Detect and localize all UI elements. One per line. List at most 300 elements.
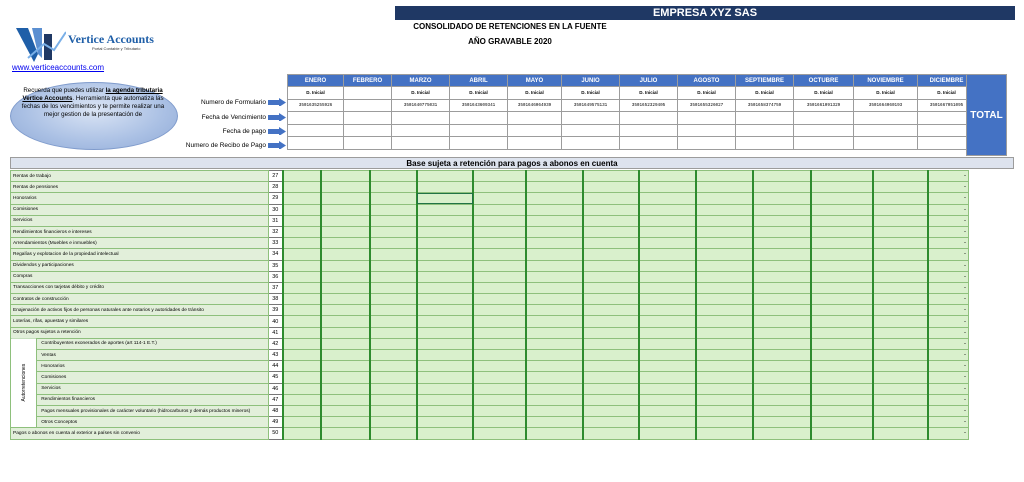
month-value-cell[interactable] bbox=[873, 372, 928, 383]
month-value-cell[interactable] bbox=[370, 305, 417, 316]
input-cell[interactable] bbox=[450, 137, 508, 150]
month-value-cell[interactable] bbox=[696, 394, 753, 405]
month-value-cell[interactable] bbox=[321, 327, 370, 338]
month-value-cell[interactable] bbox=[583, 372, 639, 383]
month-value-cell[interactable] bbox=[283, 305, 321, 316]
website-link[interactable]: www.verticeaccounts.com bbox=[12, 63, 105, 72]
form-number-cell[interactable]: 3501655326027 bbox=[678, 99, 736, 112]
month-value-cell[interactable] bbox=[321, 271, 370, 282]
month-value-cell[interactable] bbox=[583, 204, 639, 215]
month-value-cell[interactable] bbox=[696, 238, 753, 249]
month-value-cell[interactable] bbox=[696, 405, 753, 416]
month-value-cell[interactable] bbox=[370, 260, 417, 271]
month-value-cell[interactable] bbox=[873, 193, 928, 204]
month-value-cell[interactable] bbox=[811, 405, 873, 416]
month-value-cell[interactable] bbox=[639, 372, 696, 383]
month-value-cell[interactable] bbox=[370, 249, 417, 260]
month-value-cell[interactable] bbox=[321, 383, 370, 394]
month-value-cell[interactable] bbox=[321, 182, 370, 193]
month-value-cell[interactable] bbox=[811, 383, 873, 394]
row-total-cell[interactable]: - bbox=[928, 282, 969, 293]
form-number-cell[interactable]: 3501635255926 bbox=[288, 99, 344, 112]
month-value-cell[interactable] bbox=[873, 215, 928, 226]
input-cell[interactable] bbox=[392, 137, 450, 150]
month-value-cell[interactable] bbox=[639, 193, 696, 204]
month-value-cell[interactable] bbox=[370, 361, 417, 372]
month-value-cell[interactable] bbox=[370, 316, 417, 327]
month-value-cell[interactable] bbox=[639, 350, 696, 361]
month-value-cell[interactable] bbox=[526, 249, 583, 260]
row-total-cell[interactable]: - bbox=[928, 249, 969, 260]
month-value-cell[interactable] bbox=[639, 394, 696, 405]
month-value-cell[interactable] bbox=[811, 226, 873, 237]
month-value-cell[interactable] bbox=[526, 327, 583, 338]
month-value-cell[interactable] bbox=[321, 215, 370, 226]
month-value-cell[interactable] bbox=[583, 417, 639, 428]
month-value-cell[interactable] bbox=[417, 204, 473, 215]
month-value-cell[interactable] bbox=[473, 282, 526, 293]
month-value-cell[interactable] bbox=[639, 327, 696, 338]
month-value-cell[interactable] bbox=[283, 316, 321, 327]
input-cell[interactable] bbox=[854, 137, 918, 150]
input-cell[interactable] bbox=[562, 137, 620, 150]
month-value-cell[interactable] bbox=[321, 305, 370, 316]
row-total-cell[interactable]: - bbox=[928, 428, 969, 439]
month-value-cell[interactable] bbox=[283, 361, 321, 372]
month-value-cell[interactable] bbox=[526, 193, 583, 204]
input-cell[interactable] bbox=[736, 112, 794, 125]
month-value-cell[interactable] bbox=[583, 394, 639, 405]
month-value-cell[interactable] bbox=[696, 316, 753, 327]
month-value-cell[interactable] bbox=[417, 327, 473, 338]
row-total-cell[interactable]: - bbox=[928, 305, 969, 316]
month-value-cell[interactable] bbox=[283, 327, 321, 338]
input-cell[interactable] bbox=[794, 137, 854, 150]
month-value-cell[interactable] bbox=[473, 260, 526, 271]
month-value-cell[interactable] bbox=[811, 260, 873, 271]
month-value-cell[interactable] bbox=[370, 182, 417, 193]
month-value-cell[interactable] bbox=[370, 271, 417, 282]
month-value-cell[interactable] bbox=[473, 171, 526, 182]
input-cell[interactable] bbox=[620, 124, 678, 137]
month-value-cell[interactable] bbox=[321, 350, 370, 361]
month-value-cell[interactable] bbox=[283, 405, 321, 416]
month-value-cell[interactable] bbox=[417, 271, 473, 282]
month-value-cell[interactable] bbox=[283, 238, 321, 249]
form-number-cell[interactable] bbox=[344, 99, 392, 112]
month-value-cell[interactable] bbox=[811, 294, 873, 305]
month-value-cell[interactable] bbox=[321, 394, 370, 405]
month-value-cell[interactable] bbox=[526, 215, 583, 226]
month-value-cell[interactable] bbox=[321, 428, 370, 439]
month-value-cell[interactable] bbox=[370, 417, 417, 428]
form-number-cell[interactable]: 3501664060193 bbox=[854, 99, 918, 112]
month-value-cell[interactable] bbox=[873, 238, 928, 249]
input-cell[interactable] bbox=[794, 124, 854, 137]
initial-declaration-cell[interactable]: D. Inicial bbox=[562, 87, 620, 100]
month-value-cell[interactable] bbox=[696, 193, 753, 204]
month-value-cell[interactable] bbox=[583, 405, 639, 416]
initial-declaration-cell[interactable]: D. Inicial bbox=[620, 87, 678, 100]
month-value-cell[interactable] bbox=[811, 193, 873, 204]
month-value-cell[interactable] bbox=[321, 282, 370, 293]
month-value-cell[interactable] bbox=[639, 260, 696, 271]
month-value-cell[interactable] bbox=[526, 271, 583, 282]
month-value-cell[interactable] bbox=[417, 394, 473, 405]
form-number-cell[interactable]: 3501652329405 bbox=[620, 99, 678, 112]
month-value-cell[interactable] bbox=[753, 226, 811, 237]
month-value-cell[interactable] bbox=[583, 249, 639, 260]
month-value-cell[interactable] bbox=[473, 294, 526, 305]
month-value-cell[interactable] bbox=[753, 361, 811, 372]
month-value-cell[interactable] bbox=[811, 271, 873, 282]
month-value-cell[interactable] bbox=[639, 316, 696, 327]
input-cell[interactable] bbox=[794, 112, 854, 125]
month-value-cell[interactable] bbox=[283, 249, 321, 260]
month-value-cell[interactable] bbox=[873, 282, 928, 293]
month-value-cell[interactable] bbox=[417, 249, 473, 260]
month-value-cell[interactable] bbox=[639, 417, 696, 428]
month-value-cell[interactable] bbox=[321, 171, 370, 182]
month-value-cell[interactable] bbox=[583, 226, 639, 237]
month-value-cell[interactable] bbox=[370, 327, 417, 338]
month-value-cell[interactable] bbox=[696, 350, 753, 361]
month-value-cell[interactable] bbox=[526, 226, 583, 237]
month-value-cell[interactable] bbox=[753, 282, 811, 293]
month-value-cell[interactable] bbox=[811, 305, 873, 316]
month-value-cell[interactable] bbox=[753, 428, 811, 439]
month-value-cell[interactable] bbox=[417, 417, 473, 428]
month-value-cell[interactable] bbox=[370, 238, 417, 249]
row-total-cell[interactable]: - bbox=[928, 338, 969, 349]
month-value-cell[interactable] bbox=[321, 405, 370, 416]
month-value-cell[interactable] bbox=[417, 383, 473, 394]
month-value-cell[interactable] bbox=[370, 171, 417, 182]
month-value-cell[interactable] bbox=[473, 383, 526, 394]
month-value-cell[interactable] bbox=[283, 193, 321, 204]
month-value-cell[interactable] bbox=[526, 338, 583, 349]
form-number-cell[interactable]: 3501667051095 bbox=[918, 99, 976, 112]
month-value-cell[interactable] bbox=[526, 182, 583, 193]
row-total-cell[interactable]: - bbox=[928, 182, 969, 193]
month-value-cell[interactable] bbox=[696, 294, 753, 305]
month-value-cell[interactable] bbox=[639, 249, 696, 260]
input-cell[interactable] bbox=[508, 124, 562, 137]
month-value-cell[interactable] bbox=[696, 305, 753, 316]
month-value-cell[interactable] bbox=[811, 394, 873, 405]
month-value-cell[interactable] bbox=[639, 182, 696, 193]
month-value-cell[interactable] bbox=[811, 171, 873, 182]
month-value-cell[interactable] bbox=[753, 350, 811, 361]
month-value-cell[interactable] bbox=[583, 428, 639, 439]
month-value-cell[interactable] bbox=[526, 361, 583, 372]
month-value-cell[interactable] bbox=[873, 226, 928, 237]
month-value-cell[interactable] bbox=[811, 316, 873, 327]
month-value-cell[interactable] bbox=[417, 338, 473, 349]
month-value-cell[interactable] bbox=[583, 361, 639, 372]
month-value-cell[interactable] bbox=[526, 204, 583, 215]
initial-declaration-cell[interactable]: D. Inicial bbox=[392, 87, 450, 100]
month-value-cell[interactable] bbox=[753, 305, 811, 316]
month-value-cell[interactable] bbox=[526, 417, 583, 428]
month-value-cell[interactable] bbox=[473, 361, 526, 372]
month-value-cell[interactable] bbox=[583, 215, 639, 226]
month-value-cell[interactable] bbox=[370, 428, 417, 439]
month-value-cell[interactable] bbox=[811, 350, 873, 361]
month-value-cell[interactable] bbox=[473, 215, 526, 226]
month-value-cell[interactable] bbox=[417, 294, 473, 305]
month-value-cell[interactable] bbox=[526, 372, 583, 383]
month-value-cell[interactable] bbox=[321, 238, 370, 249]
month-value-cell[interactable] bbox=[321, 193, 370, 204]
month-value-cell[interactable] bbox=[873, 417, 928, 428]
month-value-cell[interactable] bbox=[370, 338, 417, 349]
row-total-cell[interactable]: - bbox=[928, 271, 969, 282]
month-value-cell[interactable] bbox=[873, 182, 928, 193]
month-value-cell[interactable] bbox=[753, 417, 811, 428]
form-number-cell[interactable]: 3501640775031 bbox=[392, 99, 450, 112]
month-value-cell[interactable] bbox=[811, 282, 873, 293]
month-value-cell[interactable] bbox=[873, 394, 928, 405]
month-value-cell[interactable] bbox=[473, 338, 526, 349]
month-value-cell[interactable] bbox=[696, 338, 753, 349]
month-value-cell[interactable] bbox=[811, 249, 873, 260]
input-cell[interactable] bbox=[508, 137, 562, 150]
input-cell[interactable] bbox=[562, 112, 620, 125]
month-value-cell[interactable] bbox=[370, 394, 417, 405]
input-cell[interactable] bbox=[854, 124, 918, 137]
month-value-cell[interactable] bbox=[696, 249, 753, 260]
month-value-cell[interactable] bbox=[753, 215, 811, 226]
month-value-cell[interactable] bbox=[321, 338, 370, 349]
month-value-cell[interactable] bbox=[473, 305, 526, 316]
form-number-cell[interactable]: 3501658374759 bbox=[736, 99, 794, 112]
initial-declaration-cell[interactable]: D. Inicial bbox=[508, 87, 562, 100]
input-cell[interactable] bbox=[450, 112, 508, 125]
month-value-cell[interactable] bbox=[873, 171, 928, 182]
initial-declaration-cell[interactable]: D. Inicial bbox=[736, 87, 794, 100]
month-value-cell[interactable] bbox=[370, 204, 417, 215]
month-value-cell[interactable] bbox=[473, 226, 526, 237]
row-total-cell[interactable]: - bbox=[928, 383, 969, 394]
month-value-cell[interactable] bbox=[696, 204, 753, 215]
month-value-cell[interactable] bbox=[696, 361, 753, 372]
month-value-cell[interactable] bbox=[283, 215, 321, 226]
row-total-cell[interactable]: - bbox=[928, 204, 969, 215]
input-cell[interactable] bbox=[736, 137, 794, 150]
month-value-cell[interactable] bbox=[321, 294, 370, 305]
month-value-cell[interactable] bbox=[639, 215, 696, 226]
input-cell[interactable] bbox=[678, 124, 736, 137]
month-value-cell[interactable] bbox=[753, 338, 811, 349]
month-value-cell[interactable] bbox=[473, 394, 526, 405]
month-value-cell[interactable] bbox=[370, 193, 417, 204]
month-value-cell[interactable] bbox=[873, 294, 928, 305]
month-value-cell[interactable] bbox=[321, 316, 370, 327]
month-value-cell[interactable] bbox=[873, 327, 928, 338]
month-value-cell[interactable] bbox=[696, 383, 753, 394]
form-number-cell[interactable]: 3501646064939 bbox=[508, 99, 562, 112]
initial-declaration-cell[interactable]: D. Inicial bbox=[918, 87, 976, 100]
form-number-cell[interactable]: 3501661091329 bbox=[794, 99, 854, 112]
month-value-cell[interactable] bbox=[583, 171, 639, 182]
month-value-cell[interactable] bbox=[811, 428, 873, 439]
month-value-cell[interactable] bbox=[639, 305, 696, 316]
month-value-cell[interactable] bbox=[321, 204, 370, 215]
month-value-cell[interactable] bbox=[753, 193, 811, 204]
month-value-cell[interactable] bbox=[370, 383, 417, 394]
month-value-cell[interactable] bbox=[526, 260, 583, 271]
input-cell[interactable] bbox=[678, 112, 736, 125]
month-value-cell[interactable] bbox=[417, 182, 473, 193]
month-value-cell[interactable] bbox=[321, 372, 370, 383]
month-value-cell[interactable] bbox=[753, 316, 811, 327]
month-value-cell[interactable] bbox=[583, 182, 639, 193]
month-value-cell[interactable] bbox=[321, 417, 370, 428]
month-value-cell[interactable] bbox=[417, 171, 473, 182]
input-cell[interactable] bbox=[344, 137, 392, 150]
month-value-cell[interactable] bbox=[321, 260, 370, 271]
month-value-cell[interactable] bbox=[417, 405, 473, 416]
month-value-cell[interactable] bbox=[583, 294, 639, 305]
month-value-cell[interactable] bbox=[873, 249, 928, 260]
row-total-cell[interactable]: - bbox=[928, 294, 969, 305]
row-total-cell[interactable]: - bbox=[928, 405, 969, 416]
month-value-cell[interactable] bbox=[639, 238, 696, 249]
input-cell[interactable] bbox=[620, 112, 678, 125]
initial-declaration-cell[interactable]: D. Inicial bbox=[678, 87, 736, 100]
month-value-cell[interactable] bbox=[417, 350, 473, 361]
month-value-cell[interactable] bbox=[696, 271, 753, 282]
month-value-cell[interactable] bbox=[873, 260, 928, 271]
month-value-cell[interactable] bbox=[753, 294, 811, 305]
month-value-cell[interactable] bbox=[873, 361, 928, 372]
month-value-cell[interactable] bbox=[873, 428, 928, 439]
month-value-cell[interactable] bbox=[639, 282, 696, 293]
month-value-cell[interactable] bbox=[417, 282, 473, 293]
month-value-cell[interactable] bbox=[811, 417, 873, 428]
month-value-cell[interactable] bbox=[283, 204, 321, 215]
month-value-cell[interactable] bbox=[321, 361, 370, 372]
month-value-cell[interactable] bbox=[583, 327, 639, 338]
month-value-cell[interactable] bbox=[283, 226, 321, 237]
month-value-cell[interactable] bbox=[473, 204, 526, 215]
input-cell[interactable] bbox=[508, 112, 562, 125]
month-value-cell[interactable] bbox=[526, 238, 583, 249]
input-cell[interactable] bbox=[678, 137, 736, 150]
row-total-cell[interactable]: - bbox=[928, 361, 969, 372]
month-value-cell[interactable] bbox=[321, 249, 370, 260]
month-value-cell[interactable] bbox=[811, 372, 873, 383]
month-value-cell[interactable] bbox=[526, 305, 583, 316]
month-value-cell[interactable] bbox=[473, 428, 526, 439]
row-total-cell[interactable]: - bbox=[928, 372, 969, 383]
month-value-cell[interactable] bbox=[639, 405, 696, 416]
form-number-cell[interactable]: 3501649575131 bbox=[562, 99, 620, 112]
month-value-cell[interactable] bbox=[526, 383, 583, 394]
month-value-cell[interactable] bbox=[583, 383, 639, 394]
month-value-cell[interactable] bbox=[417, 260, 473, 271]
month-value-cell[interactable] bbox=[473, 193, 526, 204]
input-cell[interactable] bbox=[288, 112, 344, 125]
row-total-cell[interactable]: - bbox=[928, 327, 969, 338]
month-value-cell[interactable] bbox=[417, 226, 473, 237]
month-value-cell[interactable] bbox=[696, 182, 753, 193]
month-value-cell[interactable] bbox=[417, 305, 473, 316]
month-value-cell[interactable] bbox=[473, 238, 526, 249]
input-cell[interactable] bbox=[344, 124, 392, 137]
month-value-cell[interactable] bbox=[473, 182, 526, 193]
month-value-cell[interactable] bbox=[473, 249, 526, 260]
month-value-cell[interactable] bbox=[526, 316, 583, 327]
month-value-cell[interactable] bbox=[283, 271, 321, 282]
month-value-cell[interactable] bbox=[583, 271, 639, 282]
input-cell[interactable] bbox=[854, 112, 918, 125]
month-value-cell[interactable] bbox=[526, 282, 583, 293]
month-value-cell[interactable] bbox=[696, 215, 753, 226]
month-value-cell[interactable] bbox=[283, 260, 321, 271]
month-value-cell[interactable] bbox=[283, 294, 321, 305]
month-value-cell[interactable] bbox=[696, 428, 753, 439]
month-value-cell[interactable] bbox=[417, 361, 473, 372]
month-value-cell[interactable] bbox=[811, 215, 873, 226]
month-value-cell[interactable] bbox=[753, 249, 811, 260]
month-value-cell[interactable] bbox=[417, 215, 473, 226]
month-value-cell[interactable] bbox=[753, 394, 811, 405]
month-value-cell[interactable] bbox=[283, 282, 321, 293]
month-value-cell[interactable] bbox=[873, 316, 928, 327]
input-cell[interactable] bbox=[392, 112, 450, 125]
initial-declaration-cell[interactable]: D. Inicial bbox=[288, 87, 344, 100]
month-value-cell[interactable] bbox=[811, 338, 873, 349]
month-value-cell[interactable] bbox=[811, 238, 873, 249]
month-value-cell[interactable] bbox=[639, 226, 696, 237]
initial-declaration-cell[interactable]: D. Inicial bbox=[794, 87, 854, 100]
month-value-cell[interactable] bbox=[283, 350, 321, 361]
month-value-cell[interactable] bbox=[526, 350, 583, 361]
month-value-cell[interactable] bbox=[283, 182, 321, 193]
month-value-cell[interactable] bbox=[370, 226, 417, 237]
row-total-cell[interactable]: - bbox=[928, 417, 969, 428]
initial-declaration-cell[interactable] bbox=[344, 87, 392, 100]
month-value-cell[interactable] bbox=[696, 282, 753, 293]
month-value-cell[interactable] bbox=[370, 405, 417, 416]
month-value-cell[interactable] bbox=[583, 338, 639, 349]
month-value-cell[interactable] bbox=[283, 372, 321, 383]
month-value-cell[interactable] bbox=[873, 383, 928, 394]
month-value-cell[interactable] bbox=[639, 428, 696, 439]
month-value-cell[interactable] bbox=[417, 238, 473, 249]
form-number-cell[interactable]: 3501643609341 bbox=[450, 99, 508, 112]
month-value-cell[interactable] bbox=[753, 383, 811, 394]
month-value-cell[interactable] bbox=[583, 260, 639, 271]
input-cell[interactable] bbox=[288, 137, 344, 150]
month-value-cell[interactable] bbox=[526, 294, 583, 305]
month-value-cell[interactable] bbox=[526, 171, 583, 182]
month-value-cell[interactable] bbox=[753, 372, 811, 383]
input-cell[interactable] bbox=[736, 124, 794, 137]
month-value-cell[interactable] bbox=[473, 327, 526, 338]
agenda-link[interactable]: la agenda tributaria Vertice Accounts bbox=[22, 87, 163, 102]
month-value-cell[interactable] bbox=[873, 405, 928, 416]
month-value-cell[interactable] bbox=[583, 282, 639, 293]
month-value-cell[interactable] bbox=[417, 193, 473, 204]
initial-declaration-cell[interactable]: D. Inicial bbox=[854, 87, 918, 100]
row-total-cell[interactable]: - bbox=[928, 350, 969, 361]
month-value-cell[interactable] bbox=[811, 204, 873, 215]
month-value-cell[interactable] bbox=[811, 182, 873, 193]
month-value-cell[interactable] bbox=[753, 260, 811, 271]
